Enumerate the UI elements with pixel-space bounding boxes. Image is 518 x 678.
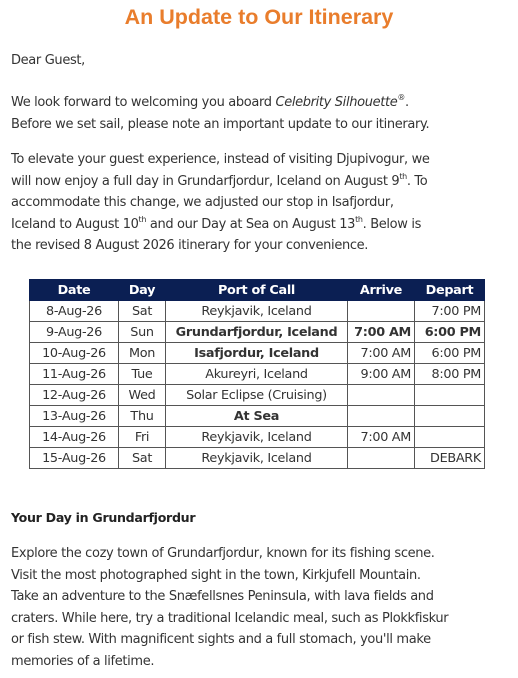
table-row bbox=[30, 364, 485, 385]
cell-depart: 6:00 PM bbox=[415, 343, 485, 364]
day-line-4: craters. While here, try a traditional Icelandic meal, such as Plokkfiskur bbox=[11, 610, 449, 626]
page-title: An Update to Our Itinerary bbox=[124, 5, 394, 29]
day-line-3: Take an adventure to the Snæfellsnes Peninsula, with lava fields and bbox=[11, 589, 434, 604]
cell-arrive bbox=[348, 385, 415, 406]
cell-port: Reykjavik, Iceland bbox=[166, 427, 348, 448]
day-line-1: Explore the cozy town of Grundarfjordur, known for its fishing scene. bbox=[11, 546, 435, 561]
day-line-2: Visit the most photographed sight in the town, Kirkjufell Mountain. bbox=[11, 567, 421, 583]
column-header-day: Day bbox=[119, 280, 166, 301]
cell-date: 13-Aug-26 bbox=[30, 406, 119, 427]
cell-arrive bbox=[348, 301, 415, 322]
cell-port: Akureyri, Iceland bbox=[166, 364, 348, 385]
column-header-arrive: Arrive bbox=[348, 280, 415, 301]
cell-depart bbox=[415, 427, 485, 448]
cell-arrive: 9:00 AM bbox=[348, 364, 415, 385]
cell-arrive bbox=[348, 406, 415, 427]
cell-day: Sat bbox=[119, 301, 166, 322]
ordinal-suffix: th bbox=[138, 214, 147, 224]
cell-date: 15-Aug-26 bbox=[30, 448, 119, 469]
cell-arrive bbox=[348, 448, 415, 469]
table-row bbox=[30, 322, 485, 343]
registered-mark: ® bbox=[397, 93, 406, 102]
cell-depart bbox=[415, 385, 485, 406]
cell-day: Wed bbox=[119, 385, 166, 406]
intro-paragraph bbox=[11, 92, 511, 135]
intro-line-1 bbox=[11, 92, 511, 114]
cell-port: Grundarfjordur, Iceland bbox=[166, 322, 348, 343]
change-line-1: To elevate your guest experience, instead of visiting Djupivogur, we bbox=[11, 152, 430, 167]
change-line-4-c: . Below is bbox=[362, 216, 422, 232]
cell-day: Mon bbox=[119, 343, 166, 364]
day-line-5: or fish stew. With magnificent sights and a full stomach, you'll make bbox=[11, 632, 431, 647]
change-line-4-b: and our Day at Sea on August 13 bbox=[146, 216, 356, 232]
intro-text-b: . bbox=[405, 95, 409, 110]
cell-day: Sat bbox=[119, 448, 166, 469]
intro-line-2: Before we set sail, please note an important update to our itinerary. bbox=[11, 116, 430, 132]
cell-depart: DEBARK bbox=[415, 448, 485, 469]
column-header-port: Port of Call bbox=[166, 280, 348, 301]
cell-arrive: 7:00 AM bbox=[348, 322, 415, 343]
cell-date: 8-Aug-26 bbox=[30, 301, 119, 322]
day-description bbox=[11, 543, 511, 672]
change-line-4 bbox=[11, 214, 511, 236]
table-header-row bbox=[30, 280, 485, 301]
cell-arrive: 7:00 AM bbox=[348, 343, 415, 364]
cell-date: 11-Aug-26 bbox=[30, 364, 119, 385]
cell-depart: 7:00 PM bbox=[415, 301, 485, 322]
cell-port: Solar Eclipse (Cruising) bbox=[166, 385, 348, 406]
ordinal-suffix: th bbox=[355, 214, 363, 224]
day-line-6: memories of a lifetime. bbox=[11, 653, 155, 669]
cell-day: Fri bbox=[119, 427, 166, 448]
change-line-2-b: . To bbox=[406, 173, 428, 189]
change-line-4-a: Iceland to August 10 bbox=[11, 216, 139, 232]
intro-text-a: We look forward to welcoming you aboard bbox=[11, 95, 276, 110]
cell-port: At Sea bbox=[166, 406, 348, 427]
cell-day: Tue bbox=[119, 364, 166, 385]
cell-port: Reykjavik, Iceland bbox=[166, 301, 348, 322]
change-line-2-a: will now enjoy a full day in Grundarfjordur, Iceland on August 9 bbox=[11, 173, 400, 189]
cell-date: 12-Aug-26 bbox=[30, 385, 119, 406]
cell-depart bbox=[415, 406, 485, 427]
change-line-5: the revised 8 August 2026 itinerary for your convenience. bbox=[11, 238, 369, 253]
section-heading: Your Day in Grundarfjordur bbox=[11, 510, 196, 525]
cell-day: Thu bbox=[119, 406, 166, 427]
column-header-date: Date bbox=[30, 280, 119, 301]
cell-port: Reykjavik, Iceland bbox=[166, 448, 348, 469]
cell-day: Sun bbox=[119, 322, 166, 343]
cell-depart: 8:00 PM bbox=[415, 364, 485, 385]
cell-depart: 6:00 PM bbox=[415, 322, 485, 343]
itinerary-table bbox=[29, 279, 485, 469]
change-line-2 bbox=[11, 171, 511, 193]
change-paragraph bbox=[11, 149, 511, 257]
table-row bbox=[30, 301, 485, 322]
table-row bbox=[30, 427, 485, 448]
change-line-3: accommodate this change, we adjusted our stop in Isafjordur, bbox=[11, 195, 394, 210]
cell-arrive: 7:00 AM bbox=[348, 427, 415, 448]
greeting-text: Dear Guest, bbox=[11, 53, 85, 68]
table-row bbox=[30, 385, 485, 406]
ship-name: Celebrity Silhouette bbox=[275, 95, 398, 110]
cell-date: 9-Aug-26 bbox=[30, 322, 119, 343]
greeting bbox=[11, 50, 511, 72]
table-row bbox=[30, 406, 485, 427]
table-row bbox=[30, 343, 485, 364]
cell-date: 10-Aug-26 bbox=[30, 343, 119, 364]
cell-date: 14-Aug-26 bbox=[30, 427, 119, 448]
column-header-depart: Depart bbox=[415, 280, 485, 301]
table-row bbox=[30, 448, 485, 469]
cell-port: Isafjordur, Iceland bbox=[166, 343, 348, 364]
ordinal-suffix: th bbox=[399, 171, 407, 181]
